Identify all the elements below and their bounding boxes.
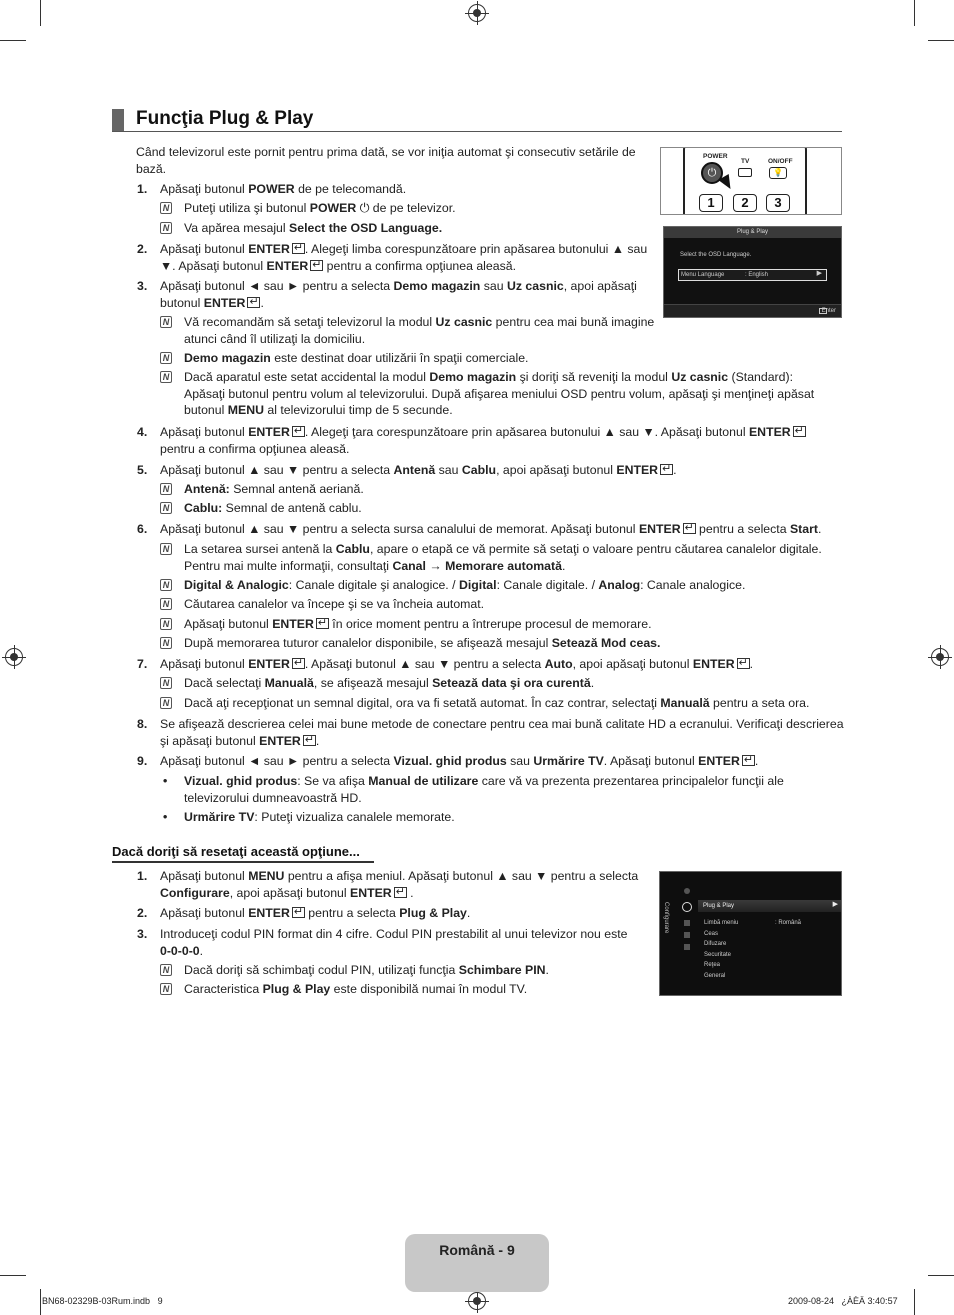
registration-mark-icon (931, 648, 949, 666)
note-icon: N (160, 964, 172, 976)
note-icon: N (160, 598, 172, 610)
power-label: POWER (703, 153, 728, 160)
crop-mark (914, 0, 915, 26)
step-number: 3. (137, 279, 148, 293)
osd-row-label: Menu Language (681, 272, 725, 278)
note-text: Cablu: Semnal de antenă cablu. (184, 501, 362, 515)
step-number: 8. (137, 717, 148, 731)
osd-arrow-right-icon: ▶ (832, 901, 838, 908)
note-text: Dacă aţi recepţionat un semnal digital, ora va fi setată automat. În caz contrar, selectaţi Manuală pentru a seta ora. (184, 696, 810, 710)
step-number: 6. (137, 522, 148, 536)
osd-selected-label: Plug & Play (703, 903, 735, 909)
note-text: Dacă aparatul este setat accidental la modul Demo magazin şi doriţi să reveniţi la modul Uz casnic (Standard): Apăsaţi butonul pentru volum al televizorului. După afişarea meniului OSD pentru volum, apăsaţi şi menţineţi apăsat butonul MENU al televizorului timp de 5 secunde. (184, 370, 815, 417)
enter-icon (793, 426, 806, 437)
enter-icon (394, 887, 407, 898)
note-text: Caracteristica Plug & Play este disponibilă numai în modul TV. (184, 982, 528, 996)
bullet: • (163, 810, 168, 824)
osd-menu-list (704, 919, 738, 983)
osd-menu-item: Difuzare (704, 941, 727, 948)
step-text: Apăsaţi butonul ▲ sau ▼ pentru a selecta Antenă sau Cablu, apoi apăsaţi butonul ENTER↵ . (160, 462, 840, 479)
crop-mark (0, 1275, 26, 1276)
step-text: Apăsaţi butonul POWER de pe telecomandă. (160, 182, 407, 196)
note-text: Vă recomandăm să setaţi televizorul la modul Uz casnic pentru cea mai bună imagine atunci când îl utilizaţi la domiciliu. (184, 315, 655, 346)
note-text: Demo magazin este destinat doar utilizării în spaţii comerciale. (184, 351, 529, 365)
note-icon: N (160, 637, 172, 649)
tv-label: TV (741, 158, 750, 165)
crop-mark (40, 0, 41, 26)
onoff-label: ON/OFF (768, 158, 793, 165)
note-text: Va apărea mesajul Select the OSD Language. (184, 221, 443, 235)
enter-icon (660, 464, 673, 475)
subheading-underline (112, 861, 374, 863)
crop-mark (40, 1289, 41, 1315)
note-text: Dacă doriţi să schimbaţi codul PIN, utilizaţi funcţia Schimbare PIN. (184, 963, 549, 977)
number-button-1: 1 (699, 194, 723, 212)
osd-footer (664, 304, 841, 317)
step-number: 3. (137, 927, 148, 941)
step-text: Apăsaţi butonul ▲ sau ▼ pentru a selecta sursa canalului de memorat. Apăsaţi butonul ENTER↵ pentru a selecta Start. (160, 521, 840, 538)
enter-icon (737, 658, 750, 669)
step-text: Apăsaţi butonul ENTER↵ . Alegeţi limba corespunzătoare prin apăsarea butonului ▲ sau ▼. Apăsaţi butonul ENTER↵ pentru a confirma opţiunea aleasă. (160, 241, 652, 274)
note-icon: N (160, 222, 172, 234)
note-icon: N (160, 483, 172, 495)
enter-icon (316, 618, 329, 629)
note-icon: N (160, 677, 172, 689)
step-number: 1. (137, 182, 148, 196)
step-number: 1. (137, 869, 148, 883)
step-text: Apăsaţi butonul ENTER↵ pentru a selecta Plug & Play. (160, 905, 640, 922)
note-icon: N (160, 543, 172, 555)
step-number: 2. (137, 242, 148, 256)
enter-icon (742, 755, 755, 766)
tv-icon (738, 168, 752, 177)
osd-lang-value: : Română (775, 920, 802, 926)
enter-icon (292, 907, 305, 918)
step-number: 5. (137, 463, 148, 477)
note-text: Antenă: Semnal antenă aeriană. (184, 482, 364, 496)
osd-language-row (678, 269, 827, 281)
osd-menu-item: Securitate (704, 951, 732, 958)
note-icon: N (160, 316, 172, 328)
step-text: Apăsaţi butonul ENTER↵ . Alegeţi ţara corespunzătoare prin apăsarea butonului ▲ sau ▼. Apăsaţi butonul ENTER↵ pentru a confirma opţiunea aleasă. (160, 424, 840, 457)
step-text: Apăsaţi butonul ◄ sau ► pentru a selecta Vizual. ghid produs sau Urmărire TV. Apăsaţi butonul ENTER↵ . (160, 753, 840, 770)
crop-mark (0, 40, 26, 41)
note-text: Căutarea canalelor va începe şi se va încheia automat. (184, 597, 485, 611)
remote-illustration (660, 147, 842, 215)
step-text: Apăsaţi butonul ◄ sau ► pentru a selecta Demo magazin sau Uz casnic, apoi apăsaţi butonul ENTER↵ . (160, 278, 650, 311)
osd-setup-screen (659, 871, 842, 996)
step-text: Se afişează descrierea celei mai bune metode de conectare pentru cea mai bună calitate HD a ecranului. Verificaţi descrierea şi apăsaţi butonul ENTER↵ . (160, 716, 844, 749)
note-icon: N (160, 202, 172, 214)
enter-icon (292, 243, 305, 254)
crop-mark (914, 1289, 915, 1315)
osd-arrow-right-icon: ▶ (816, 270, 822, 277)
step-number: 4. (137, 425, 148, 439)
reset-subheading: Dacă doriţi să resetaţi această opţiune... (112, 844, 360, 859)
osd-menu-item: Ceas (704, 930, 719, 937)
note-icon: N (160, 618, 172, 630)
page-number-tab (405, 1234, 549, 1292)
enter-icon (303, 735, 316, 746)
step-text: Introduceţi codul PIN format din 4 cifre. Codul PIN prestabilit al unui televizor nou este 0-0-0-0. (160, 927, 628, 958)
osd-sound-icon (684, 920, 690, 926)
osd-language-screen (663, 226, 842, 318)
power-icon: ⏻ (701, 162, 723, 184)
page-number: Română - 9 (439, 1242, 515, 1258)
osd-menu-item: Limbă meniu (704, 920, 739, 926)
note-icon: N (160, 983, 172, 995)
intro-text: Când televizorul este pornit pentru prima dată, se vor iniţia automat şi consecutiv setările de bază. (136, 145, 636, 176)
note-text: După memorarea tuturor canalelor disponibile, se afişează mesajul Setează Mod ceas. (184, 636, 661, 650)
title-underline (112, 131, 842, 132)
step-number: 9. (137, 754, 148, 768)
file-info: BN68-02329B-03Rum.indb 9 (42, 1296, 163, 1306)
osd-menu-item: General (704, 972, 726, 979)
note-text: Dacă selectaţi Manuală, se afişează mesajul Setează data şi ora curentă. (184, 676, 595, 690)
osd-footer-label: Enter (821, 308, 836, 314)
number-button-3: 3 (766, 194, 790, 212)
registration-mark-icon (5, 648, 23, 666)
registration-mark-icon (468, 4, 486, 22)
enter-icon (292, 658, 305, 669)
note-icon: N (160, 502, 172, 514)
osd-picture-icon (684, 888, 690, 894)
osd-menu-item: Reţea (704, 962, 721, 969)
enter-icon (292, 426, 305, 437)
osd-selected-row (698, 900, 841, 912)
enter-icon (310, 260, 323, 271)
osd-prompt: Select the OSD Language. (680, 252, 752, 258)
osd-input-icon (684, 932, 690, 938)
step-number: 2. (137, 906, 148, 920)
note-text: Digital & Analogic: Canale digitale şi analogice. / Digital: Canale digitale. / Analog: Canale analogice. (184, 578, 746, 592)
title-bar-decoration (112, 109, 124, 131)
page-title: Funcţia Plug & Play (136, 108, 314, 129)
osd-setup-gear-icon (682, 902, 692, 912)
enter-icon (683, 523, 696, 534)
step-text: Apăsaţi butonul MENU pentru a afişa meniul. Apăsaţi butonul ▲ sau ▼ pentru a selecta Configurare, apoi apăsaţi butonul ENTER↵ . (160, 868, 640, 901)
note-icon: N (160, 352, 172, 364)
osd-support-icon (684, 944, 690, 950)
light-bulb-icon: 💡 (769, 167, 787, 179)
osd-row-value: : English (745, 272, 769, 278)
bullet-text: Vizual. ghid produs: Se va afişa Manual de utilizare care vă va prezenta prezentarea principalelor funcţii ale televizorului dumneavoastră HD. (184, 774, 784, 805)
note-icon: N (160, 697, 172, 709)
bullet-text: Urmărire TV: Puteţi vizualiza canalele memorate. (184, 810, 455, 824)
note-text: La setarea sursei antenă la Cablu, apare o etapă ce vă permite să setaţi o valoare pentru căutarea canalelor digitale. Pentru mai multe informaţii, consultaţi Canal → Memorare automată. (184, 542, 822, 573)
osd-side-label: Configurare (663, 902, 669, 934)
enter-icon (247, 297, 260, 308)
registration-mark-icon (468, 1292, 486, 1310)
note-text: Puteţi utiliza şi butonul POWER ⏻ de pe televizor. (184, 201, 456, 215)
timestamp: 2009-08-24 ¿ÀÈÄ 3:40:57 (788, 1296, 898, 1306)
note-icon: N (160, 579, 172, 591)
osd-header: Plug & Play (664, 227, 841, 238)
step-number: 7. (137, 657, 148, 671)
crop-mark (928, 1275, 954, 1276)
note-text: Apăsaţi butonul ENTER↵ în orice moment pentru a întrerupe procesul de memorare. (184, 616, 834, 633)
crop-mark (928, 40, 954, 41)
number-button-2: 2 (733, 194, 757, 212)
bullet: • (163, 774, 168, 788)
note-icon: N (160, 371, 172, 383)
step-text: Apăsaţi butonul ENTER↵ . Apăsaţi butonul ▲ sau ▼ pentru a selecta Auto, apoi apăsaţi butonul ENTER↵ . (160, 656, 840, 673)
